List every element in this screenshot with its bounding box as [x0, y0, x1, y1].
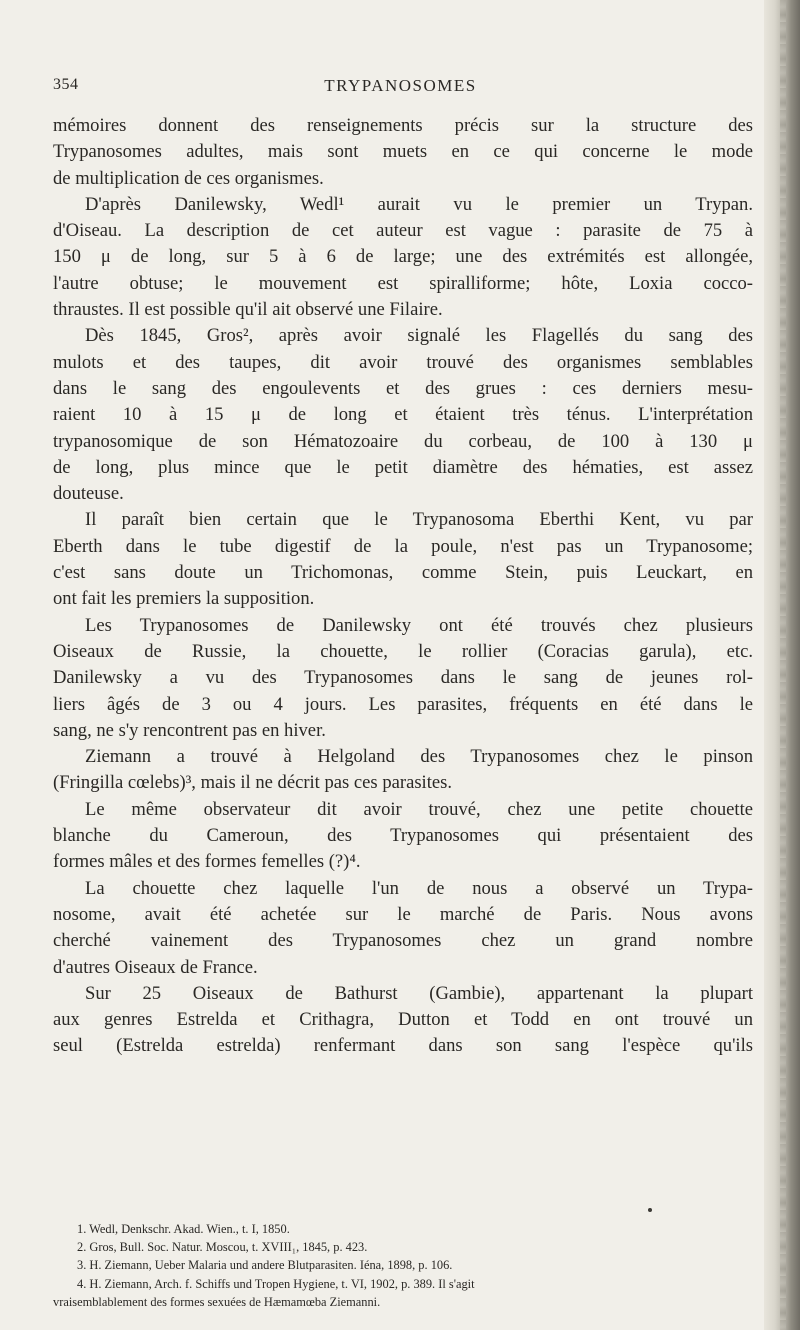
footnote: 3. H. Ziemann, Ueber Malaria und andere Blutparasiten. Iéna, 1898, p. 106. [77, 1258, 453, 1273]
text-line: Ziemann a trouvé à Helgoland des Trypanosomes chez le pinson [85, 746, 753, 768]
text-line: ont fait les premiers la supposition. [53, 588, 315, 610]
text-line: Trypanosomes adultes, mais sont muets en ce qui concerne le mode [53, 141, 753, 163]
text-line: mémoires donnent des renseignements précis sur la structure des [53, 115, 753, 136]
text-line: de multiplication de ces organismes. [53, 167, 324, 189]
text-line: seul (Estrelda estrelda) renfermant dans son sang l'espèce qu'ils [53, 1035, 753, 1057]
page-edge-shadow [764, 0, 800, 1330]
page-edge-texture [780, 0, 786, 1330]
text-line: dans le sang des engoulevents et des grues : ces derniers mesu- [53, 377, 753, 399]
text-line: cherché vainement des Trypanosomes chez un grand nombre [53, 930, 753, 952]
footnotes [53, 1220, 753, 1311]
text-line: Danilewsky a vu des Trypanosomes dans le sang de jeunes rol- [53, 667, 753, 689]
text-line: trypanosomique de son Hématozoaire du corbeau, de 100 à 130 μ [53, 430, 753, 452]
text-line: c'est sans doute un Trichomonas, comme Stein, puis Leuckart, en [53, 562, 753, 584]
text-line: raient 10 à 15 μ de long et étaient très ténus. L'interprétation [53, 404, 753, 426]
running-head: TRYPANOSOMES [324, 76, 477, 95]
separator-dot [648, 1208, 652, 1212]
text-line: mulots et des taupes, dit avoir trouvé des organismes semblables [53, 351, 753, 373]
footnote: 1. Wedl, Denkschr. Akad. Wien., t. I, 1850. [77, 1222, 290, 1236]
text-line: douteuse. [53, 483, 124, 505]
text-line: formes mâles et des formes femelles (?)⁴. [53, 851, 361, 873]
footnote: 4. H. Ziemann, Arch. f. Schiffs und Tropen Hygiene, t. VI, 1902, p. 389. Il s'agit [77, 1276, 475, 1291]
text-line: blanche du Cameroun, des Trypanosomes qui présentaient des [53, 825, 753, 847]
text-line: Il paraît bien certain que le Trypanosoma Eberthi Kent, vu par [85, 509, 753, 531]
text-line: 150 μ de long, sur 5 à 6 de large; une des extrémités est allongée, [53, 246, 753, 268]
text-line: de long, plus mince que le petit diamètre des hématies, est assez [53, 456, 753, 478]
text-line: Dès 1845, Gros², après avoir signalé les Flagellés du sang des [85, 325, 753, 347]
text-line: La chouette chez laquelle l'un de nous a observé un Trypa- [85, 877, 753, 899]
text-line: Oiseaux de Russie, la chouette, le rollier (Coracias garula), etc. [53, 640, 753, 662]
text-line: d'Oiseau. La description de cet auteur est vague : parasite de 75 à [53, 220, 753, 242]
page-header [53, 76, 748, 100]
text-line: d'autres Oiseaux de France. [53, 956, 258, 978]
text-line: Les Trypanosomes de Danilewsky ont été trouvés chez plusieurs [85, 614, 753, 636]
footnote: 2. Gros, Bull. Soc. Natur. Moscou, t. XVIII₁, 1845, p. 423. [77, 1240, 368, 1255]
footnote-continuation: vraisemblablement des formes sexuées de Hæmamœba Ziemanni. [53, 1294, 381, 1309]
text-line: D'après Danilewsky, Wedl¹ aurait vu le premier un Trypan. [85, 193, 753, 215]
page-number: 354 [53, 76, 79, 93]
body-text [53, 113, 753, 1060]
text-line: nosome, avait été achetée sur le marché de Paris. Nous avons [53, 903, 753, 925]
text-line: thraustes. Il est possible qu'il ait observé une Filaire. [53, 299, 443, 321]
text-line: Eberth dans le tube digestif de la poule, n'est pas un Trypanosome; [53, 535, 753, 557]
text-line: sang, ne s'y rencontrent pas en hiver. [53, 719, 326, 741]
text-line: Sur 25 Oiseaux de Bathurst (Gambie), appartenant la plupart [85, 982, 753, 1004]
text-line: liers âgés de 3 ou 4 jours. Les parasites, fréquents en été dans le [53, 693, 753, 715]
text-line: aux genres Estrelda et Crithagra, Dutton et Todd en ont trouvé un [53, 1009, 753, 1031]
text-line: l'autre obtuse; le mouvement est spiralliforme; hôte, Loxia cocco- [53, 272, 753, 294]
text-line: Le même observateur dit avoir trouvé, chez une petite chouette [85, 798, 753, 820]
text-line: (Fringilla cœlebs)³, mais il ne décrit pas ces parasites. [53, 772, 453, 794]
